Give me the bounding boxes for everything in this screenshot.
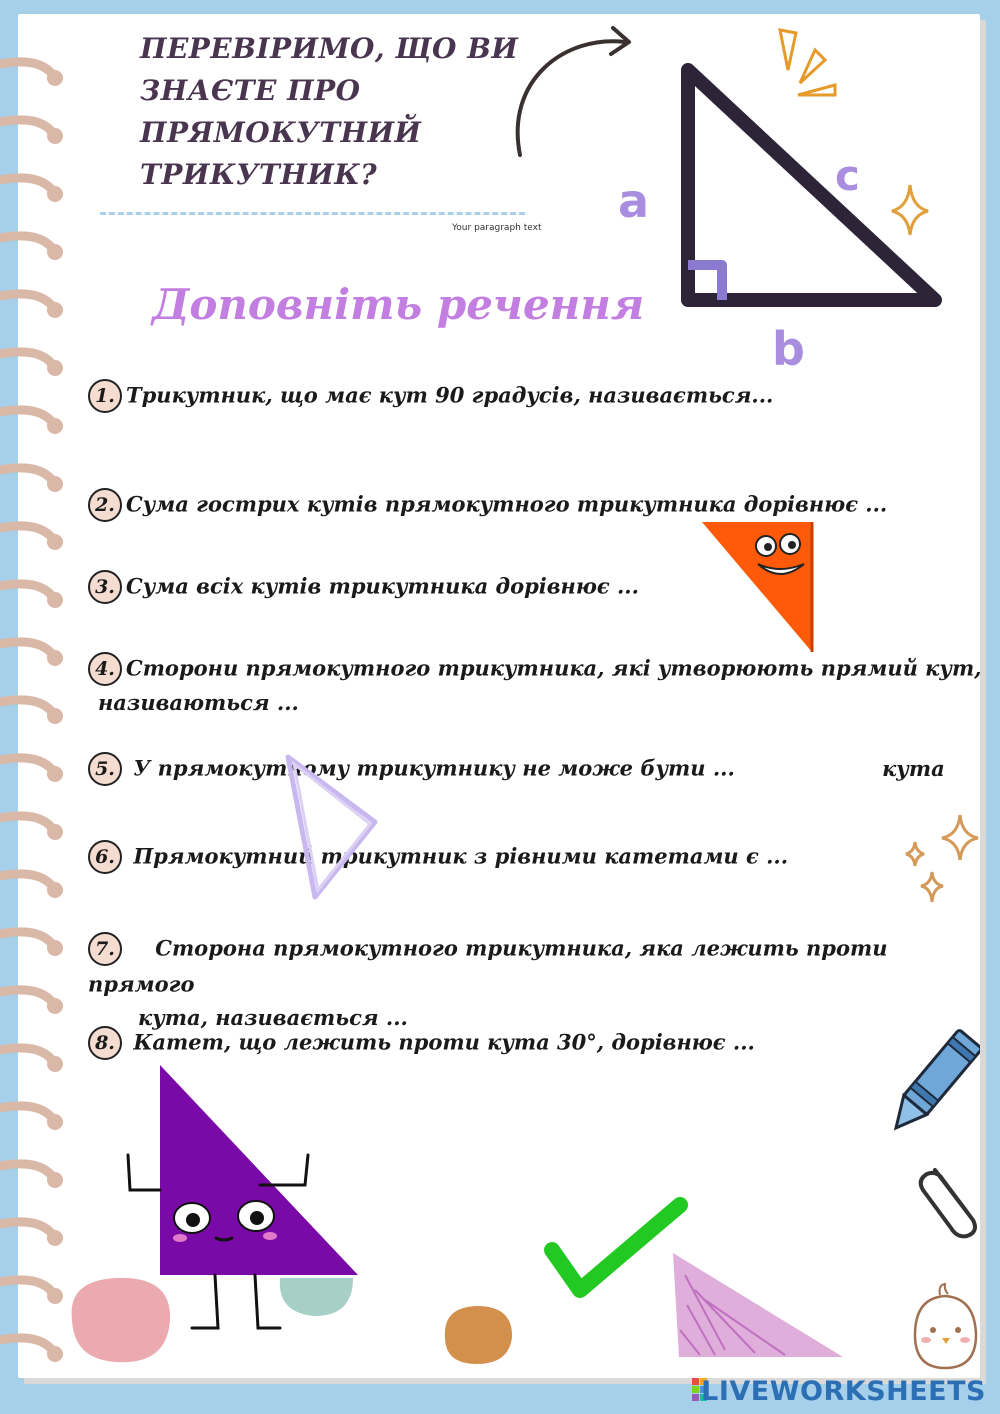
title-line: ТРИКУТНИК? — [140, 158, 378, 191]
ring-hole — [47, 244, 63, 260]
ring-hole — [47, 1056, 63, 1072]
title-line: ЗНАЄТЕ ПРО — [140, 74, 361, 107]
question-tail: кута — [882, 755, 945, 781]
question-text: Сума всіх кутів трикутника дорівнює ... — [126, 573, 639, 599]
sparkle-icon — [900, 810, 985, 910]
notebook-ring — [0, 62, 55, 78]
question-text: Катет, що лежить проти кута 30°, дорівнює ... — [133, 1029, 755, 1055]
crayon-icon — [885, 1025, 980, 1145]
ring-hole — [47, 708, 63, 724]
ring-hole — [47, 1230, 63, 1246]
chick-doodle-icon — [900, 1280, 985, 1375]
ring-hole — [47, 418, 63, 434]
question-text: Прямокутний трикутник з рівними катетами є ... — [133, 843, 789, 869]
section-subtitle: Доповніть речення — [152, 280, 645, 329]
ring-hole — [47, 824, 63, 840]
notebook-ring — [0, 236, 55, 252]
notebook-ring — [0, 642, 55, 658]
notebook-ring — [0, 410, 55, 426]
ring-hole — [47, 592, 63, 608]
notebook-ring — [0, 584, 55, 600]
question-text: Сторони прямокутного трикутника, які утворюють прямий кут, — [126, 655, 982, 681]
notebook-ring — [0, 1338, 55, 1354]
pink-blob-icon — [62, 1270, 182, 1370]
paragraph-hint: Your paragraph text — [452, 223, 542, 233]
ring-hole — [47, 128, 63, 144]
question-5 — [88, 750, 945, 786]
ring-hole — [47, 882, 63, 898]
question-1 — [88, 377, 773, 413]
notebook-ring — [0, 816, 55, 832]
question-number: 2. — [88, 488, 122, 522]
question-number: 5. — [88, 752, 122, 786]
question-8 — [88, 1024, 755, 1060]
notebook-ring — [0, 178, 55, 194]
ring-hole — [47, 1288, 63, 1304]
question-number: 3. — [88, 570, 122, 604]
notebook-ring — [0, 1280, 55, 1296]
dashed-divider — [100, 212, 525, 215]
ring-hole — [47, 186, 63, 202]
right-triangle-diagram — [610, 25, 960, 375]
question-number: 6. — [88, 840, 122, 874]
notebook-ring — [0, 294, 55, 310]
notebook-ring — [0, 1164, 55, 1180]
label-c: c — [835, 151, 860, 200]
question-text-cont: називаються ... — [98, 689, 299, 715]
notebook-ring — [0, 352, 55, 368]
question-number: 8. — [88, 1026, 122, 1060]
title-line: ПЕРЕВІРИМО, ЩО ВИ — [140, 32, 519, 65]
question-text-cont: кута, називається ... — [138, 1005, 408, 1030]
question-4 — [88, 650, 981, 720]
notebook-ring — [0, 1106, 55, 1122]
notebook-ring — [0, 526, 55, 542]
ring-hole — [47, 1346, 63, 1362]
notebook-ring — [0, 990, 55, 1006]
question-text: Трикутник, що має кут 90 градусів, називається... — [126, 382, 774, 408]
ring-hole — [47, 360, 63, 376]
question-6 — [88, 838, 788, 874]
ring-hole — [47, 476, 63, 492]
label-a: a — [618, 174, 650, 228]
orange-triangle-icon — [700, 520, 825, 660]
question-text: Сума гострих кутів прямокутного трикутника дорівнює ... — [126, 491, 888, 517]
question-2 — [88, 486, 887, 522]
orange-blob-icon — [437, 1302, 517, 1367]
notebook-ring — [0, 758, 55, 774]
question-text: У прямокутному трикутнику не може бути ... — [133, 755, 735, 781]
question-number: 1. — [88, 379, 122, 413]
sketch-triangle-icon — [280, 752, 390, 907]
ring-hole — [47, 766, 63, 782]
notebook-ring — [0, 1048, 55, 1064]
notebook-rings — [0, 0, 80, 1414]
title-line: ПРЯМОКУТНИЙ — [140, 116, 422, 149]
question-text: Сторона прямокутного трикутника, яка лежить проти прямого — [88, 935, 888, 996]
notebook-ring — [0, 700, 55, 716]
question-number: 7. — [88, 932, 122, 966]
question-7 — [88, 930, 1000, 1035]
notebook-ring — [0, 874, 55, 890]
page-title — [140, 28, 520, 196]
notebook-ring — [0, 1222, 55, 1238]
ring-hole — [47, 650, 63, 666]
teal-blob-icon — [275, 1268, 360, 1320]
ring-hole — [47, 940, 63, 956]
question-number: 4. — [88, 652, 122, 686]
ring-hole — [47, 70, 63, 86]
ring-hole — [47, 998, 63, 1014]
scribble-triangle-icon — [665, 1245, 850, 1365]
ring-hole — [47, 1114, 63, 1130]
label-b: b — [772, 322, 805, 375]
ring-hole — [47, 1172, 63, 1188]
liveworksheets-brand: LIVEWORKSHEETS — [701, 1376, 986, 1407]
paperclip-icon — [915, 1160, 985, 1240]
ring-hole — [47, 534, 63, 550]
question-3 — [88, 568, 639, 604]
notebook-ring — [0, 932, 55, 948]
ring-hole — [47, 302, 63, 318]
notebook-ring — [0, 468, 55, 484]
notebook-ring — [0, 120, 55, 136]
